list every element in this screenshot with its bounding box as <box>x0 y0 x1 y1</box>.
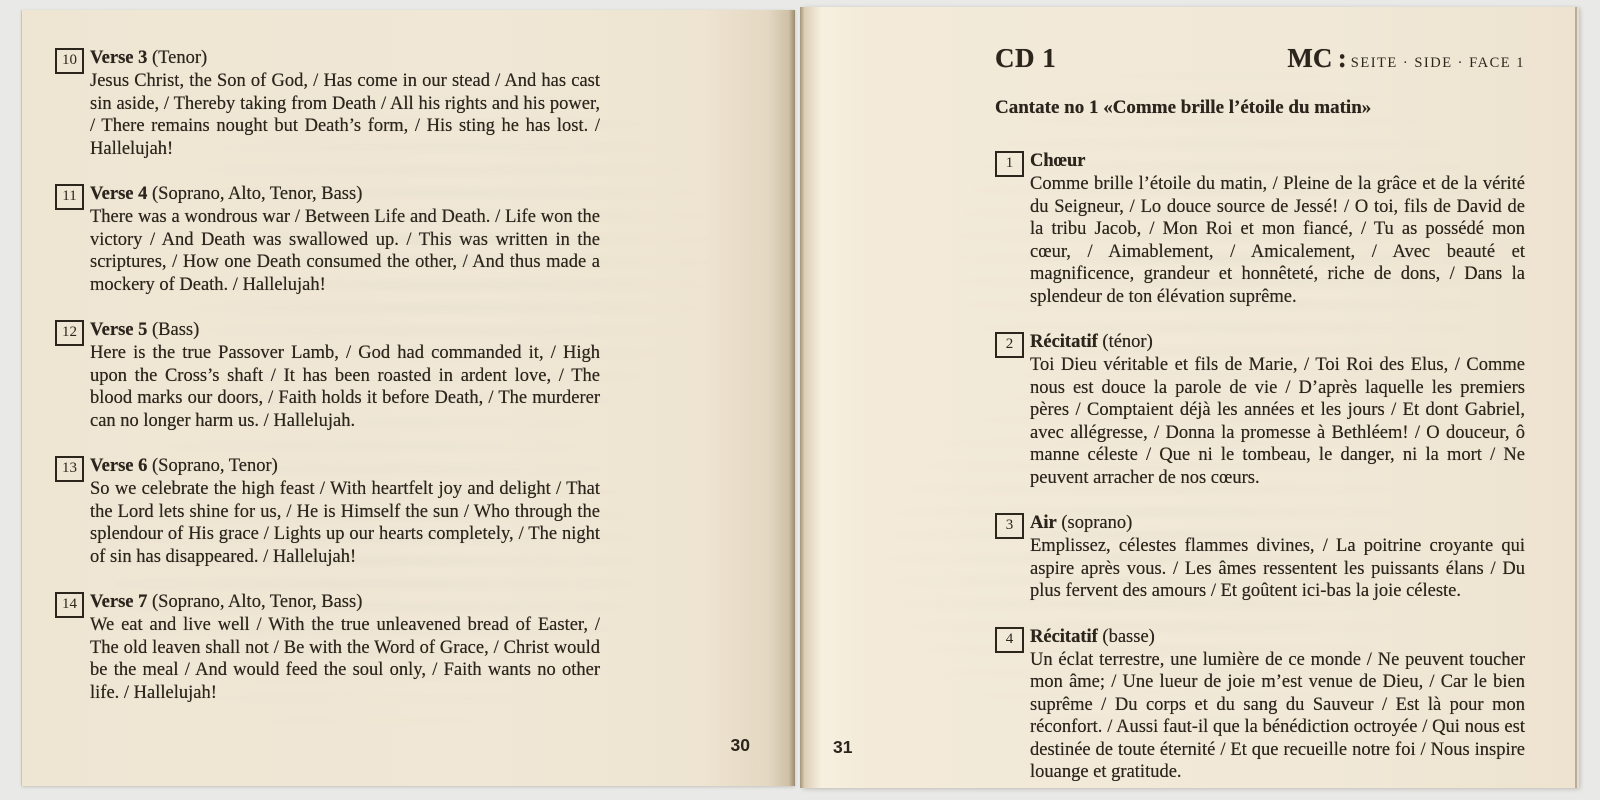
movement-section <box>995 331 1525 489</box>
section-lyrics: Comme brille l’étoile du matin, / Pleine de la grâce et de la vérité du Seigneur, / Lo douce source de Jessé! / O toi, fils de David de la tribu Jacob, / Mon Roi et mon fiancé, / Tu as possédé mon cœur, / Aimablement, / Amicalement, / Avec beauté et magnificence, grandeur et honnêteté, riche de dons, / Dans la splendeur de ton élévation suprême. <box>1030 174 1525 307</box>
section-lyrics: Jesus Christ, the Son of God, / Has come in our stead / And has cast sin aside, / Thereby taking from Death / All his rights and his power, / There remains nought but Death’s form, / His sting he has lost. / Hallelujah! <box>90 71 600 159</box>
section-title: Chœur <box>1030 151 1086 171</box>
section-lyrics: We eat and live well / With the true unleavened bread of Easter, / The old leaven shall not / Be with the Word of Grace, / Christ would be the meal / And would feed the soul only, / Faith wants no other life. / Hallelujah! <box>90 615 600 703</box>
verse-section <box>55 591 600 704</box>
section-title: Verse 4 (Soprano, Alto, Tenor, Bass) <box>90 184 363 204</box>
track-number-box: 3 <box>995 513 1024 539</box>
verse-section <box>55 183 600 296</box>
track-number-box: 13 <box>55 456 84 482</box>
page-number: 30 <box>730 735 750 755</box>
track-number-box: 2 <box>995 332 1024 358</box>
track-number-box: 4 <box>995 627 1024 653</box>
verse-section <box>55 319 600 432</box>
section-lyrics: There was a wondrous war / Between Life and Death. / Life won the victory / And Death was swallowed up. / This was written in the scriptures, / How one Death consumed the other, / And thus made a mockery of Death. / Hallelujah! <box>90 207 600 295</box>
cassette-side-label: MC : SEITE · SIDE · FACE 1 <box>1287 43 1525 73</box>
section-title: Verse 3 (Tenor) <box>90 48 208 68</box>
page-header <box>995 43 1525 73</box>
section-title: Air (soprano) <box>1030 513 1133 533</box>
cantata-title: Cantate no 1 «Comme brille l’étoile du matin» <box>995 97 1372 118</box>
section-title: Verse 6 (Soprano, Tenor) <box>90 456 278 476</box>
section-lyrics: Emplissez, célestes flammes divines, / La poitrine croyante qui aspire après vous. / Les âmes ressentent les puissants élans / Du plus fervent des amours / Et goûtent ici-bas la joie céleste. <box>1030 536 1525 601</box>
section-title: Verse 7 (Soprano, Alto, Tenor, Bass) <box>90 592 363 612</box>
cd-label: CD 1 <box>995 43 1057 73</box>
track-number-box: 10 <box>55 48 84 74</box>
section-lyrics: Un éclat terrestre, une lumière de ce monde / Ne peuvent toucher mon âme; / Une lueur de joie m’est venue de Dieu, / Car le bien suprême / Du corps et du sang du Sauveur / Est là pour mon réconfort. / Aussi faut-il que la bénédiction octroyée / Qui nous est destinée de toute éternité / Et que recueille notre foi / Nous inspire louange et gratitude. <box>1030 649 1525 782</box>
verse-section <box>55 47 600 160</box>
verse-section <box>55 455 600 568</box>
track-number-box: 14 <box>55 592 84 618</box>
movement-section <box>995 150 1525 308</box>
track-number-box: 11 <box>55 184 84 210</box>
page-left <box>22 10 795 786</box>
movement-section <box>995 512 1525 603</box>
page-right <box>800 7 1577 788</box>
section-title: Récitatif (ténor) <box>1030 332 1153 352</box>
track-number-box: 12 <box>55 320 84 346</box>
section-title: Verse 5 (Bass) <box>90 320 200 340</box>
track-number-box: 1 <box>995 151 1024 177</box>
section-lyrics: So we celebrate the high feast / With heartfelt joy and delight / That the Lord lets shine for us, / He is Himself the sun / Who through the splendour of His grace / Lights up our hearts completely, / The night of sin has disappeared. / Hallelujah! <box>90 479 600 567</box>
section-title: Récitatif (basse) <box>1030 626 1155 647</box>
page-number: 31 <box>833 737 853 757</box>
movement-section <box>995 626 1525 784</box>
section-lyrics: Here is the true Passover Lamb, / God had commanded it, / High upon the Cross’s shaft / It has been roasted in ardent love, / The blood marks our doors, / Faith holds it before Death, / The murderer can no longer harm us. / Hallelujah. <box>90 343 600 431</box>
section-lyrics: Toi Dieu véritable et fils de Marie, / Toi Roi des Elus, / Comme nous est douce la parole de vie / D’après laquelle les premiers pères / Comptaient déjà les années et les jours / Et dont Gabriel, avec allégresse, / Donna la promesse à Bethléem! / O douceur, ô manne céleste / Que ni le tombeau, le danger, ni la mort / Ne peuvent arracher de nos cœurs. <box>1030 355 1525 488</box>
